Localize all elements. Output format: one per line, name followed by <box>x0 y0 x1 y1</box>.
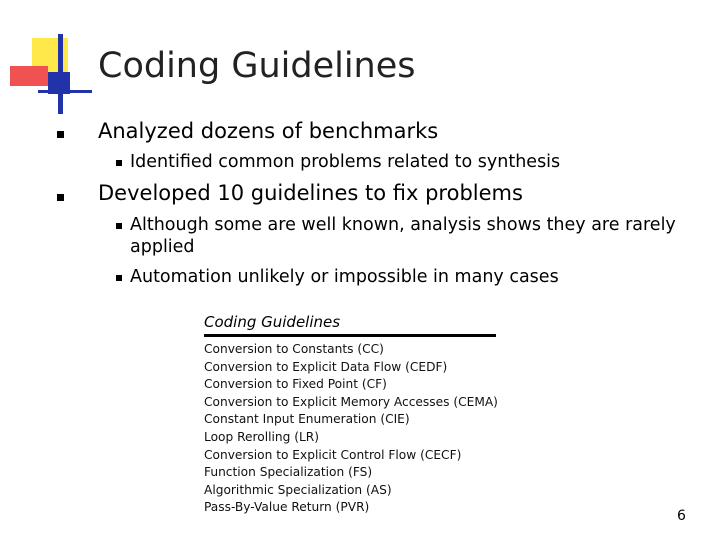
guideline-item: Conversion to Explicit Control Flow (CECF) <box>204 447 462 462</box>
sub-bullet-text: Although some are well known, analysis shows they are rarely applied <box>130 215 676 257</box>
guideline-item: Algorithmic Specialization (AS) <box>204 482 392 497</box>
guideline-item: Pass-By-Value Return (PVR) <box>204 500 370 515</box>
guideline-item: Conversion to Explicit Memory Accesses (CEMA) <box>204 394 498 409</box>
sub-bullet-square-icon <box>116 223 122 229</box>
sub-bullet-square-icon <box>116 275 122 281</box>
page-number: 6 <box>677 508 686 524</box>
slide-logo <box>0 0 100 120</box>
bullet-text: Developed 10 guidelines to fix problems <box>98 181 523 205</box>
bullet-square-icon <box>57 131 64 138</box>
guideline-item: Constant Input Enumeration (CIE) <box>204 412 410 427</box>
guideline-item: Conversion to Fixed Point (CF) <box>204 377 387 392</box>
sub-bullet-square-icon <box>116 160 122 166</box>
guideline-item: Conversion to Constants (CC) <box>204 342 384 356</box>
sub-bullet-text: Identified common problems related to synthesis <box>130 152 561 172</box>
guideline-item: Loop Rerolling (LR) <box>204 429 319 444</box>
guideline-item: Function Specialization (FS) <box>204 465 373 480</box>
slide-title: Coding Guidelines <box>98 46 416 86</box>
sub-bullet-text: Automation unlikely or impossible in many cases <box>130 267 559 287</box>
guideline-item: Conversion to Explicit Data Flow (CEDF) <box>204 359 448 374</box>
guidelines-list <box>204 341 498 517</box>
bullet-square-icon <box>57 194 64 201</box>
bullet-text: Analyzed dozens of benchmarks <box>98 119 439 143</box>
guidelines-divider <box>204 334 496 337</box>
guidelines-heading: Coding Guidelines <box>204 313 341 331</box>
